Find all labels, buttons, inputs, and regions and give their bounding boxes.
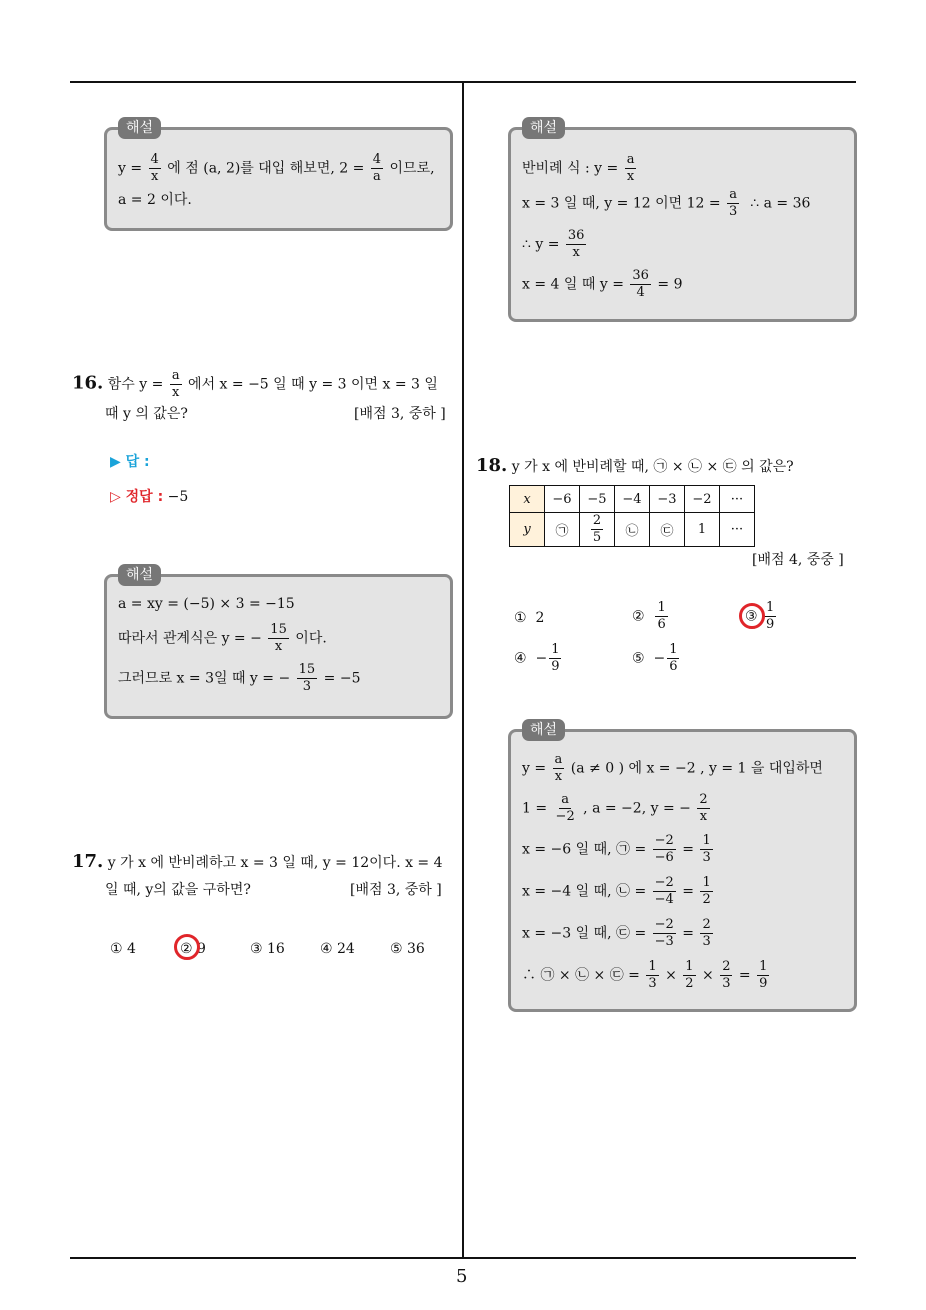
fraction: $\frac{4}{a}$ [372,152,382,184]
option-2[interactable]: ② $\frac{1}{6}$ [632,600,666,632]
solution-line: a = xy = (−5) × 3 = −15 [118,596,295,612]
fraction: $\frac{15}{x}$ [270,622,287,654]
solution-line: x = −3 일 때, ㉢ = $\frac{-2}{-3}$ = $\frac{2}{3}$ [522,917,711,949]
fraction: $\frac{36}{x}$ [567,228,585,260]
solution-line: x = −4 일 때, ㉡ = $\frac{-2}{-4}$ = $\frac{1}{2}$ [522,875,711,907]
table-cell: y [510,513,545,547]
fraction: $\frac{a}{x}$ [626,152,635,184]
fraction: $\frac{-2}{-4}$ [654,875,674,907]
solution-line: 반비례 식 : y = $\frac{a}{x}$ [522,152,635,184]
solution-tag: 해설 [118,564,161,586]
solution-tag: 해설 [522,117,565,139]
fraction: $\frac{1}{3}$ [648,959,657,991]
table-cell: ··· [720,486,755,513]
fraction: $\frac{a}{-2}$ [555,792,575,824]
question-16-meta: [배점 3, 중하 ] [354,406,446,422]
fraction: $\frac{a}{x}$ [171,368,180,400]
solution-tag: 해설 [522,719,565,741]
question-18: 18. y 가 x 에 반비례할 때, ㉠ × ㉡ × ㉢ 의 값은? [476,455,794,476]
fraction: $\frac{2}{3}$ [722,959,731,991]
table-cell: −2 [685,486,720,513]
option-5[interactable]: ⑤ − $\frac{1}{6}$ [632,642,678,674]
solution-line: ∴ y = $\frac{36}{x}$ [522,228,585,260]
fraction: $\frac{1}{9}$ [551,642,560,674]
solution-line: y = $\frac{a}{x}$ (a ≠ 0 ) 에 x = −2 , y = 1 을 대입하면 [522,752,823,784]
fraction: $\frac{1}{2}$ [702,875,711,907]
option-4[interactable]: ④ 24 [320,941,355,957]
table-cell: 1 [685,513,720,547]
fraction: $\frac{2}{x}$ [699,792,708,824]
table-cell: −3 [650,486,685,513]
table-cell: −5 [580,486,615,513]
answer-input-label[interactable]: ▶ 답 : [110,454,150,470]
option-5[interactable]: ⑤ 36 [390,941,425,957]
option-4[interactable]: ④ − $\frac{1}{9}$ [514,642,560,674]
question-number: 16. [72,372,104,394]
table-cell: −4 [615,486,650,513]
solution-line: 그러므로 x = 3일 때 y = − $\frac{15}{3}$ = −5 [118,662,361,694]
option-3[interactable]: ③ $\frac{1}{9}$ [745,600,775,632]
fraction: $\frac{2}{3}$ [702,917,711,949]
fraction: $\frac{a}{x}$ [554,752,563,784]
fraction: $\frac{1}{2}$ [685,959,694,991]
table-row [510,486,755,513]
table-cell: −6 [545,486,580,513]
correct-answer: ▷ 정답 : −5 [110,489,189,505]
fraction: $\frac{1}{6}$ [657,600,666,632]
fraction: $\frac{1}{9}$ [759,959,768,991]
question-number: 17. [72,851,104,872]
solution-line: y = $\frac{4}{x}$ 에 점 (a, 2)를 대입 해보면, 2 = $\frac{4}{a}$ 이므로, [118,152,435,184]
fraction: $\frac{36}{4}$ [632,268,649,300]
option-3[interactable]: ③ 16 [250,941,285,957]
fraction: $\frac{1}{3}$ [702,833,711,865]
option-1[interactable]: ① 4 [110,941,136,957]
question-16-line2: 때 y 의 값은? [105,406,188,422]
page-number: 5 [456,1266,468,1287]
table-cell: $\frac{2}{5}$ [580,513,615,547]
solution-line: x = 3 일 때, y = 12 이면 12 = $\frac{a}{3}$ ∴ a = 36 [522,187,811,219]
option-2[interactable]: ② 9 [180,941,206,957]
question-17-meta: [배점 3, 중하 ] [350,882,442,898]
fraction: $\frac{a}{3}$ [729,187,738,219]
solution-line: 따라서 관계식은 y = − $\frac{15}{x}$ 이다. [118,622,327,654]
value-table [509,485,755,547]
solution-line: x = 4 일 때 y = $\frac{36}{4}$ = 9 [522,268,683,300]
solution-line: ∴ ㉠ × ㉡ × ㉢ = $\frac{1}{3}$ × $\frac{1}{2}$ × $\frac{2}{3}$ = $\frac{1}{9}$ [522,959,768,991]
question-18-meta: [배점 4, 중중 ] [752,552,844,568]
table-cell: ··· [720,513,755,547]
table-cell: ㉢ [650,513,685,547]
solution-tag: 해설 [118,117,161,139]
question-17-line2: 일 때, y의 값을 구하면? [105,882,251,898]
table-cell: ㉡ [615,513,650,547]
option-1[interactable]: ① 2 [514,610,545,626]
selected-answer-mark [174,934,200,960]
column-divider [462,82,464,1258]
selected-answer-mark [739,603,765,629]
table-cell: ㉠ [545,513,580,547]
table-row [510,513,755,547]
fraction: $\frac{15}{3}$ [298,662,316,694]
table-cell: x [510,486,545,513]
question-17: 17. y 가 x 에 반비례하고 x = 3 일 때, y = 12이다. x = 4 [72,851,443,872]
fraction: $\frac{4}{x}$ [150,152,159,184]
bottom-rule [70,1257,856,1259]
question-number: 18. [476,455,508,476]
solution-line: x = −6 일 때, ㉠ = $\frac{-2}{-6}$ = $\frac{1}{3}$ [522,833,711,865]
fraction: $\frac{1}{9}$ [766,600,775,632]
fraction: $\frac{-2}{-6}$ [654,833,674,865]
fraction: $\frac{1}{6}$ [669,642,678,674]
question-16: 16. 함수 y = $\frac{a}{x}$ 에서 x = −5 일 때 y = 3 이면 x = 3 일 [72,368,438,400]
fraction: $\frac{-2}{-3}$ [654,917,674,949]
solution-line: 1 = $\frac{a}{-2}$ , a = −2, y = − $\frac{2}{x}$ [522,792,708,824]
solution-line: a = 2 이다. [118,192,192,208]
